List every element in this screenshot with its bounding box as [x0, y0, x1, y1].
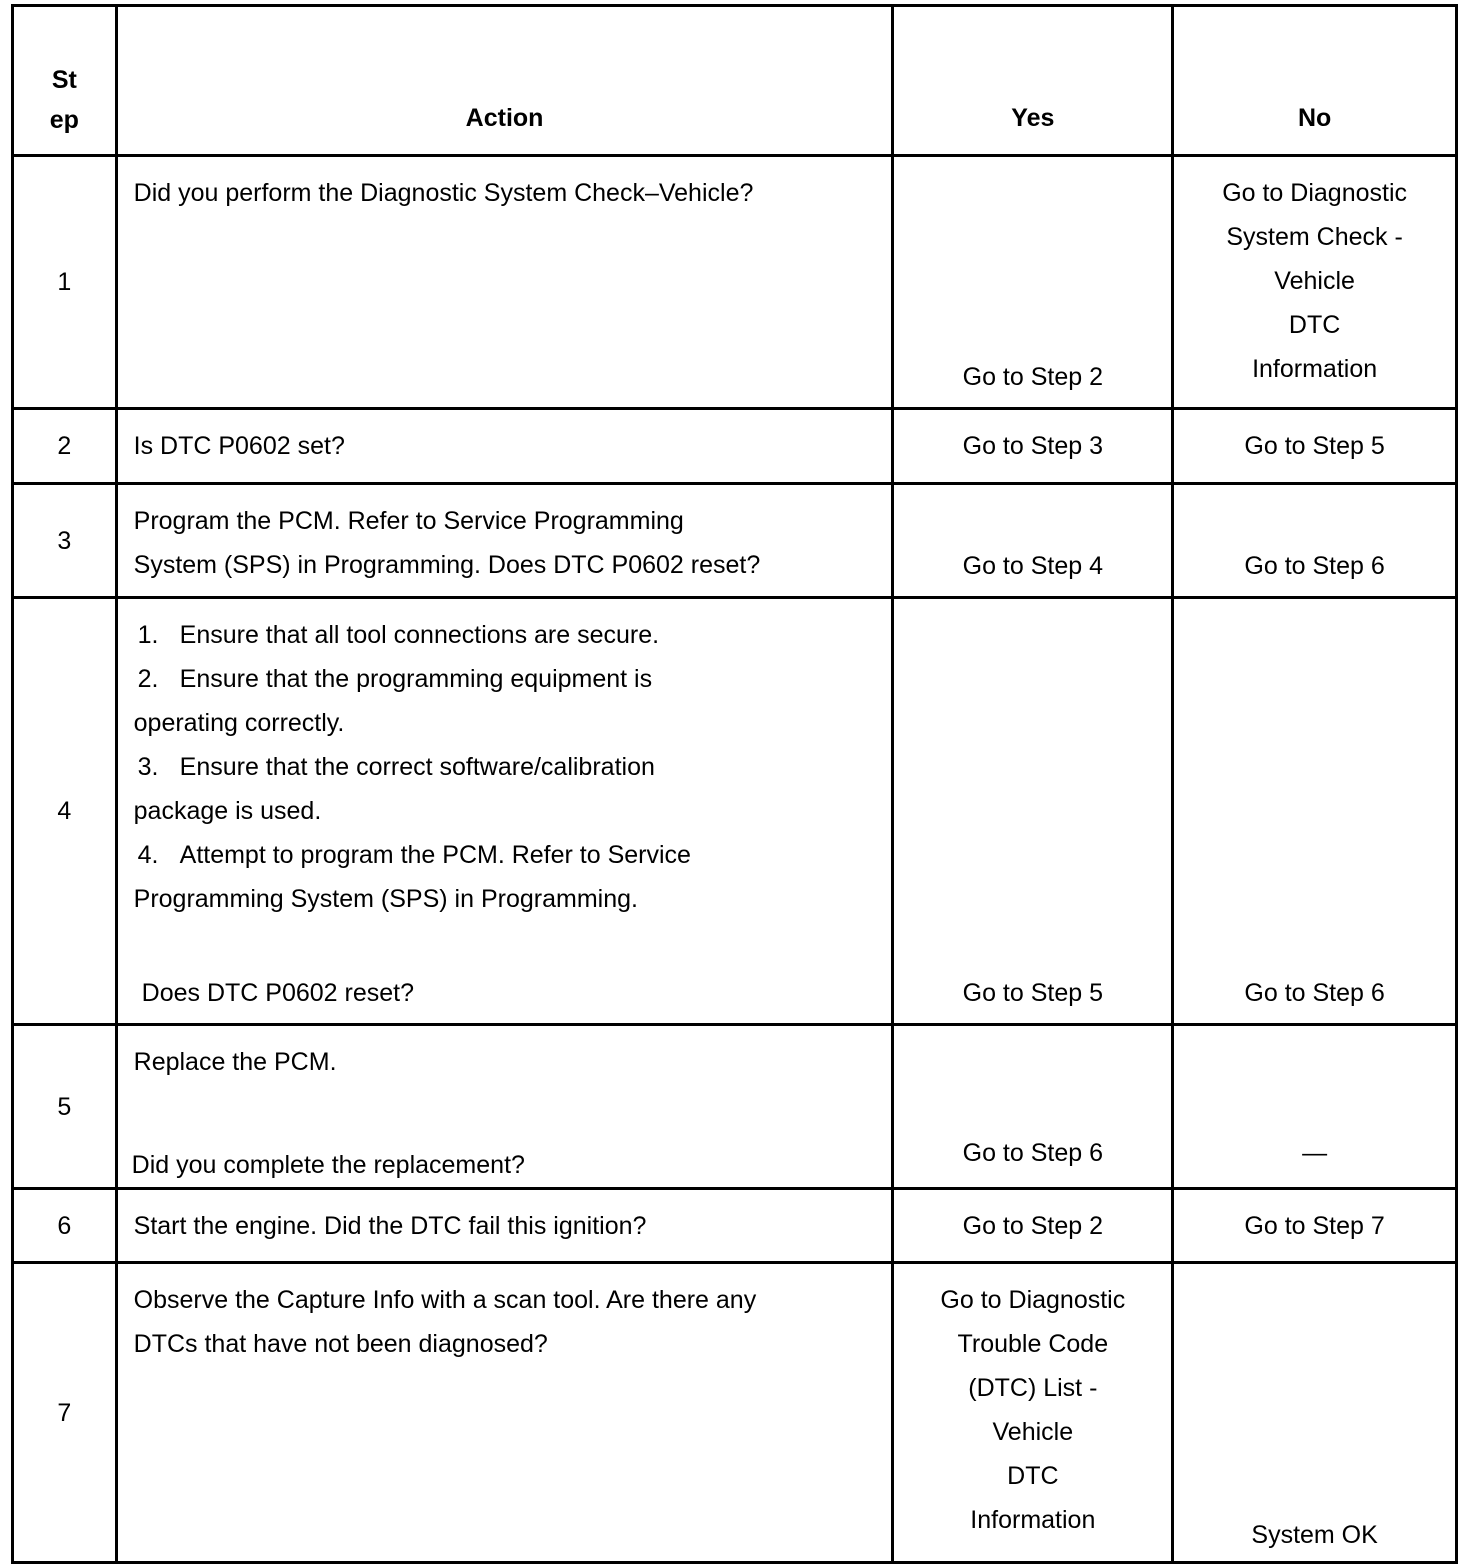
action-cell [116, 1263, 893, 1563]
table-row-step-5 [13, 1025, 1457, 1189]
action-text-line: Program the PCM. Refer to Service Programming [133, 507, 684, 535]
step-number: 4 [13, 598, 117, 1025]
no-cell [1173, 484, 1457, 598]
no-cell [1173, 1189, 1457, 1263]
no-cell [1173, 598, 1457, 1025]
yes-link-line[interactable]: Information [970, 1506, 1096, 1534]
action-text-line: Observe the Capture Info with a scan tool. Are there any [133, 1286, 757, 1314]
no-link-line[interactable]: Information [1252, 355, 1378, 383]
yes-link[interactable]: Go to Step 2 [962, 1212, 1104, 1240]
table-row-step-6 [13, 1189, 1457, 1263]
no-link[interactable]: Go to Step 6 [1244, 552, 1385, 580]
diagnostic-table [11, 4, 1458, 1564]
action-cell [116, 598, 893, 1025]
no-header: No [1173, 6, 1457, 156]
step-header [13, 6, 117, 156]
yes-cell [893, 484, 1173, 598]
no-result: System OK [1251, 1521, 1378, 1549]
no-link-line[interactable]: Go to Diagnostic [1222, 179, 1408, 207]
action-cell [116, 484, 893, 598]
yes-link-line[interactable]: (DTC) List - [968, 1374, 1098, 1402]
no-link-line[interactable]: System Check - [1226, 223, 1403, 251]
table-row-step-3 [13, 484, 1457, 598]
yes-link[interactable]: Go to Step 4 [962, 552, 1104, 580]
no-cell [1173, 1025, 1457, 1189]
action-cell [116, 409, 893, 484]
yes-link-line[interactable]: Trouble Code [957, 1330, 1109, 1358]
yes-cell [893, 1025, 1173, 1189]
no-link[interactable]: Go to Step 7 [1244, 1212, 1385, 1240]
yes-cell [893, 598, 1173, 1025]
list-number: 3. [137, 753, 159, 781]
no-link-line[interactable]: DTC [1288, 311, 1341, 339]
action-cell [116, 156, 893, 409]
table-row-step-4 [13, 598, 1457, 1025]
question-text: Did you complete the replacement? [131, 1151, 525, 1179]
action-text: Start the engine. Did the DTC fail this ignition? [133, 1212, 647, 1240]
action-text: Did you perform the Diagnostic System Check–Vehicle? [133, 179, 754, 207]
action-text-line: DTCs that have not been diagnosed? [133, 1330, 548, 1358]
list-item [134, 657, 876, 701]
list-text-continued: operating correctly. [133, 709, 345, 737]
list-text-continued: package is used. [133, 797, 322, 825]
table-row-step-1 [13, 156, 1457, 409]
list-text: Ensure that the programming equipment is [179, 665, 653, 693]
table-row-step-7 [13, 1263, 1457, 1563]
yes-link[interactable]: Go to Step 6 [962, 1139, 1104, 1167]
list-text-continued: Programming System (SPS) in Programming. [133, 885, 638, 913]
list-item [134, 613, 876, 657]
list-item [134, 833, 876, 877]
action-cell [116, 1025, 893, 1189]
no-link[interactable]: Go to Step 5 [1244, 432, 1385, 460]
list-number: 4. [137, 841, 159, 869]
step-number: 1 [13, 156, 117, 409]
step-header-line2: ep [49, 106, 79, 134]
no-cell [1173, 1263, 1457, 1563]
list-item [134, 745, 876, 789]
yes-link[interactable]: Go to Step 2 [962, 363, 1104, 391]
step-number: 7 [13, 1263, 117, 1563]
no-cell [1173, 156, 1457, 409]
list-number: 1. [137, 621, 159, 649]
step-header-line1: St [51, 66, 77, 94]
step-number: 2 [13, 409, 117, 484]
header-row [13, 6, 1457, 156]
yes-link-line[interactable]: Go to Diagnostic [940, 1286, 1126, 1314]
action-cell [116, 1189, 893, 1263]
yes-cell [893, 1263, 1173, 1563]
no-cell [1173, 409, 1457, 484]
step-number: 6 [13, 1189, 117, 1263]
yes-link-line[interactable]: DTC [1007, 1462, 1059, 1490]
yes-link[interactable]: Go to Step 3 [962, 432, 1104, 460]
no-dash: — [1302, 1139, 1328, 1167]
action-text-line: System (SPS) in Programming. Does DTC P0602 reset? [133, 551, 761, 579]
yes-cell [893, 156, 1173, 409]
step-number: 3 [13, 484, 117, 598]
table-row-step-2 [13, 409, 1457, 484]
list-number: 2. [137, 665, 159, 693]
list-text: Ensure that the correct software/calibration [179, 753, 655, 781]
yes-link[interactable]: Go to Step 5 [962, 979, 1104, 1007]
yes-link-line[interactable]: Vehicle [992, 1418, 1074, 1446]
question-text: Does DTC P0602 reset? [141, 979, 414, 1007]
no-link-line[interactable]: Vehicle [1274, 267, 1355, 295]
yes-cell [893, 1189, 1173, 1263]
step-number: 5 [13, 1025, 117, 1189]
no-link[interactable]: Go to Step 6 [1244, 979, 1385, 1007]
action-text: Is DTC P0602 set? [133, 432, 345, 460]
list-text: Attempt to program the PCM. Refer to Service [179, 841, 691, 869]
list-text: Ensure that all tool connections are secure. [179, 621, 660, 649]
action-text: Replace the PCM. [133, 1048, 337, 1076]
yes-header: Yes [893, 6, 1173, 156]
action-header: Action [116, 6, 893, 156]
yes-cell [893, 409, 1173, 484]
